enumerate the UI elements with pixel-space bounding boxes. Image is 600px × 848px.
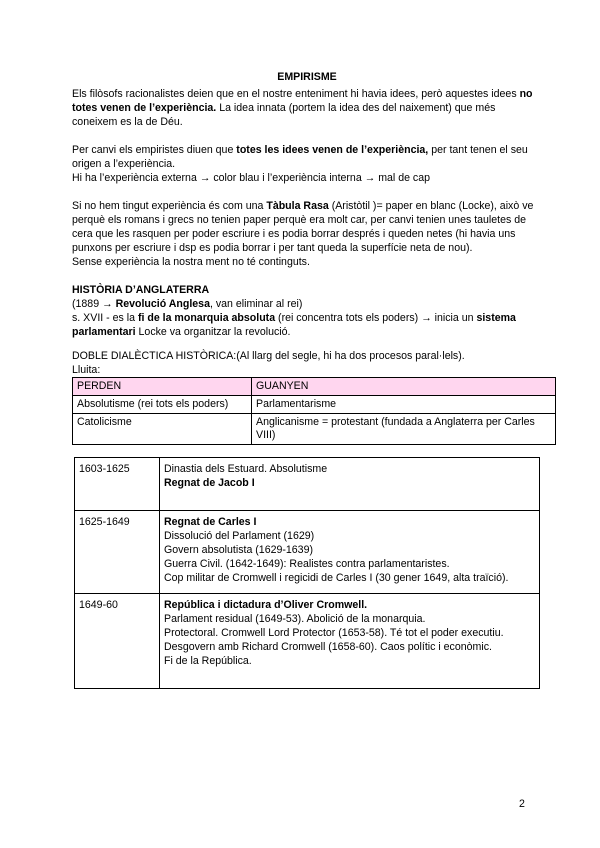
event-line: Guerra Civil. (1642-1649): Realistes contra parlamentaristes. [164,558,450,570]
paragraph-experience-types: Hi ha l’experiència externa → color blau i l’experiència interna → mal de cap [72,172,431,184]
history-line-monarchy [72,311,542,339]
header-cell-perden: PERDEN [73,378,252,396]
text-run: (rei concentra tots els poders) → inicia un [275,312,477,324]
table-row [75,511,540,594]
history-heading: HISTÒRIA D’ANGLATERRA [72,284,210,296]
text-run: (Aristòtil )= paper en blanc (Locke), això ve perquè els romans i grecs no tenien paper perquè era molt car, per canvi tenien unes tauletes de cera que les rasquen per poder escriure i es podia borrar després i queden netes (hi havia uns punxons per escriure i dsp es podia borrar i per tant queda la superfície neta de nou). [72,200,534,254]
bold-run: Tàbula Rasa [266,200,329,212]
page-title: EMPIRISME [277,71,337,83]
text-run: Per canvi els empiristes diuen que [72,144,237,156]
table-cell: Parlamentarisme [252,396,556,414]
bold-run: totes les idees venen de l’experiència, [236,144,429,156]
paragraph-rationalists [72,87,542,129]
bold-run: fi de la monarquia absoluta [137,312,276,324]
header-cell-guanyen: GUANYEN [252,378,556,396]
event-line: Dissolució del Parlament (1629) [164,530,315,542]
table-cell: Absolutisme (rei tots els poders) [73,396,252,414]
event-line: Fi de la República. [164,655,252,667]
text-run: , van eliminar al rei) [209,298,303,310]
text-run: Els filòsofs racionalistes deien que en el nostre enteniment hi havia idees, però aquestes idees [72,88,520,100]
event-line: Parlament residual (1649-53). Abolició de la monarquia. [164,613,426,625]
bold-run: Revolució Anglesa [115,298,210,310]
text-run: Locke va organitzar la revolució. [135,326,291,338]
event-title: Regnat de Jacob I [164,477,255,489]
text-run: s. XVII - es la [72,312,138,324]
event-line: Cop militar de Cromwell i regicidi de Carles I (30 gener 1649, alta traïció). [164,572,509,584]
event-line: Desgovern amb Richard Cromwell (1658-60). Caos polític i econòmic. [164,641,492,653]
dialectic-line: DOBLE DIALÈCTICA HISTÒRICA:(Al llarg del segle, hi ha dos procesos paral·lels). [72,350,465,362]
bold-run: no totes venen de l’experiència. [72,88,533,114]
events-cell [160,458,540,511]
events-cell [160,511,540,594]
text-run: per tant tenen el seu origen a l’experiència. [72,144,528,170]
table-row [73,396,556,414]
event-line: Protectoral. Cromwell Lord Protector (1653-58). Té tot el poder executiu. [164,627,504,639]
table-header-row [73,378,556,396]
table-cell: Catolicisme [73,414,252,445]
event-title: Regnat de Carles I [164,516,257,528]
paragraph-tabula-rasa [72,199,542,255]
text-run: La idea innata (portem la idea des del naixement) que més coneixem es la de Déu. [72,102,496,128]
table-row [75,594,540,689]
paragraph-no-content: Sense experiència la nostra ment no té continguts. [72,256,310,268]
table-cell: Anglicanisme = protestant (fundada a Anglaterra per Carles VIII) [252,414,556,445]
document-page [72,70,542,689]
years-cell: 1625-1649 [75,511,160,594]
text-run: Si no hem tingut experiència és com una [72,200,267,212]
history-line-revolution [72,297,542,311]
years-cell: 1603-1625 [75,458,160,511]
events-cell [160,594,540,689]
years-cell: 1649-60 [75,594,160,689]
timeline-table [74,457,540,689]
event-title: República i dictadura d’Oliver Cromwell. [164,599,368,611]
text-run: (1889 → [72,298,116,310]
event-line: Govern absolutista (1629-1639) [164,544,313,556]
lose-win-table [72,377,556,445]
paragraph-empiricists [72,143,542,171]
bold-run: sistema parlamentari [72,312,516,338]
table-row [75,458,540,511]
page-number: 2 [519,798,525,810]
lluita-label: Lluita: [72,364,101,376]
table-row [73,414,556,445]
event-line: Dinastia dels Estuard. Absolutisme [164,463,328,475]
